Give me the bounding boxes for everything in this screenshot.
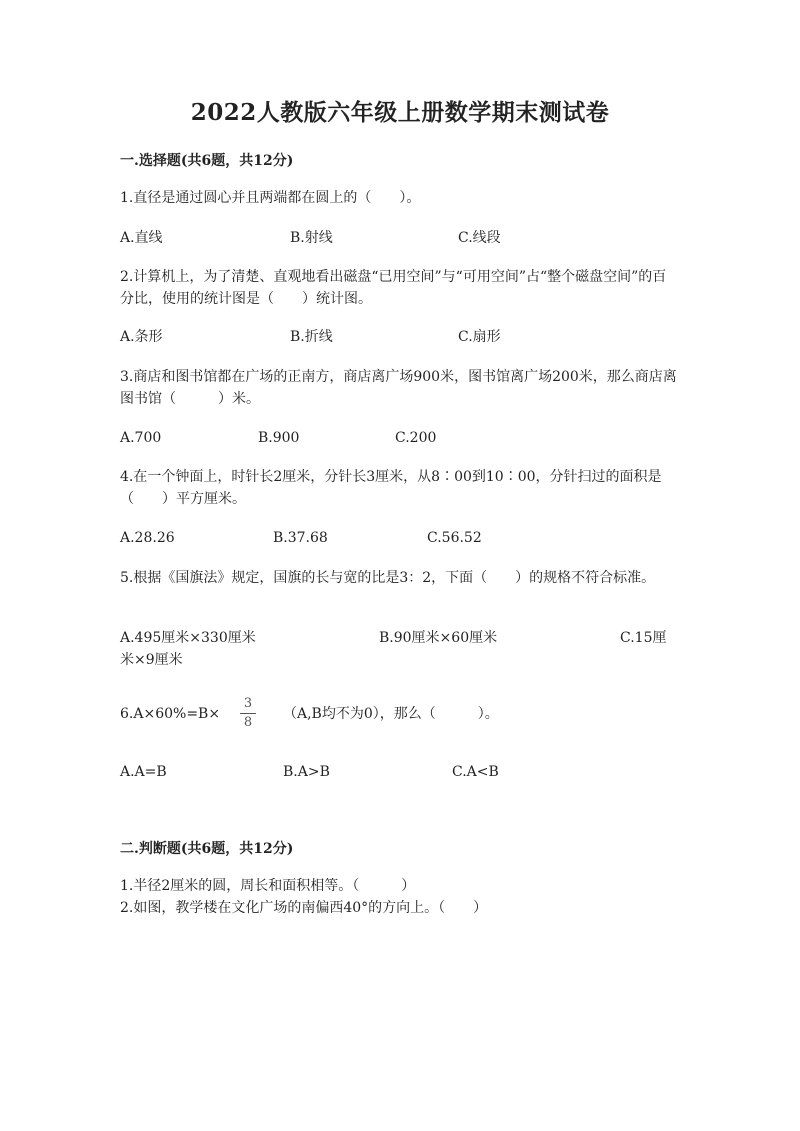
- question-4: 4.在一个钟面上，时针长2厘米，分针长3厘米，从8∶00到10∶00，分针扫过的面积是（ ）平方厘米。: [120, 469, 662, 507]
- question-1-option-a: A.直线: [120, 230, 163, 246]
- page-title: 2022人教版六年级上册数学期末测试卷: [190, 99, 610, 126]
- question-5-option-c-continued: 米×9厘米: [120, 652, 183, 668]
- fraction-three-eighths: [240, 696, 256, 731]
- question-2-option-b: B.折线: [290, 329, 333, 345]
- question-6-suffix: （A,B均不为0），那么（ ）。: [283, 706, 499, 722]
- question-2-option-a: A.条形: [120, 329, 163, 345]
- question-4-option-a: A.28.26: [120, 530, 175, 546]
- question-1-option-b: B.射线: [290, 230, 333, 246]
- question-6-option-a: A.A=B: [120, 764, 167, 780]
- question-1-option-c: C.线段: [458, 230, 501, 246]
- fraction-numerator: 3: [243, 696, 253, 711]
- fraction-denominator: 8: [243, 715, 253, 730]
- judgement-question-1: 1.半径2厘米的圆，周长和面积相等。（ ）: [120, 878, 416, 894]
- question-2-option-c: C.扇形: [458, 329, 501, 345]
- question-6-prefix: 6.A×60%=B×: [120, 706, 221, 722]
- fraction-bar: [240, 713, 256, 714]
- question-4-option-b: B.37.68: [273, 530, 328, 546]
- question-6-option-b: B.A>B: [283, 764, 330, 780]
- question-3: 3.商店和图书馆都在广场的正南方，商店离广场900米，图书馆离广场200米，那么商店离图书馆（ ）米。: [120, 369, 677, 407]
- question-5: 5.根据《国旗法》规定，国旗的长与宽的比是3：2，下面（ ）的规格不符合标准。: [120, 570, 656, 586]
- question-5-option-c: C.15厘: [620, 630, 667, 646]
- question-3-option-c: C.200: [395, 430, 437, 446]
- section-heading-judgement: 二.判断题(共6题，共12分): [120, 841, 294, 857]
- question-3-option-b: B.900: [258, 430, 300, 446]
- question-5-option-a: A.495厘米×330厘米: [120, 630, 256, 646]
- question-2: 2.计算机上，为了清楚、直观地看出磁盘“已用空间”与“可用空间”占“整个磁盘空间”的百分比，使用的统计图是（ ）统计图。: [120, 269, 667, 307]
- section-heading-choice: 一.选择题(共6题，共12分): [120, 153, 294, 169]
- question-6-option-c: C.A<B: [452, 764, 499, 780]
- judgement-question-2: 2.如图，教学楼在文化广场的南偏西40°的方向上。（ ）: [120, 900, 488, 916]
- question-4-option-c: C.56.52: [427, 530, 482, 546]
- question-1: 1.直径是通过圆心并且两端都在圆上的（ ）。: [120, 190, 421, 206]
- question-3-option-a: A.700: [120, 430, 162, 446]
- question-5-option-b: B.90厘米×60厘米: [379, 630, 498, 646]
